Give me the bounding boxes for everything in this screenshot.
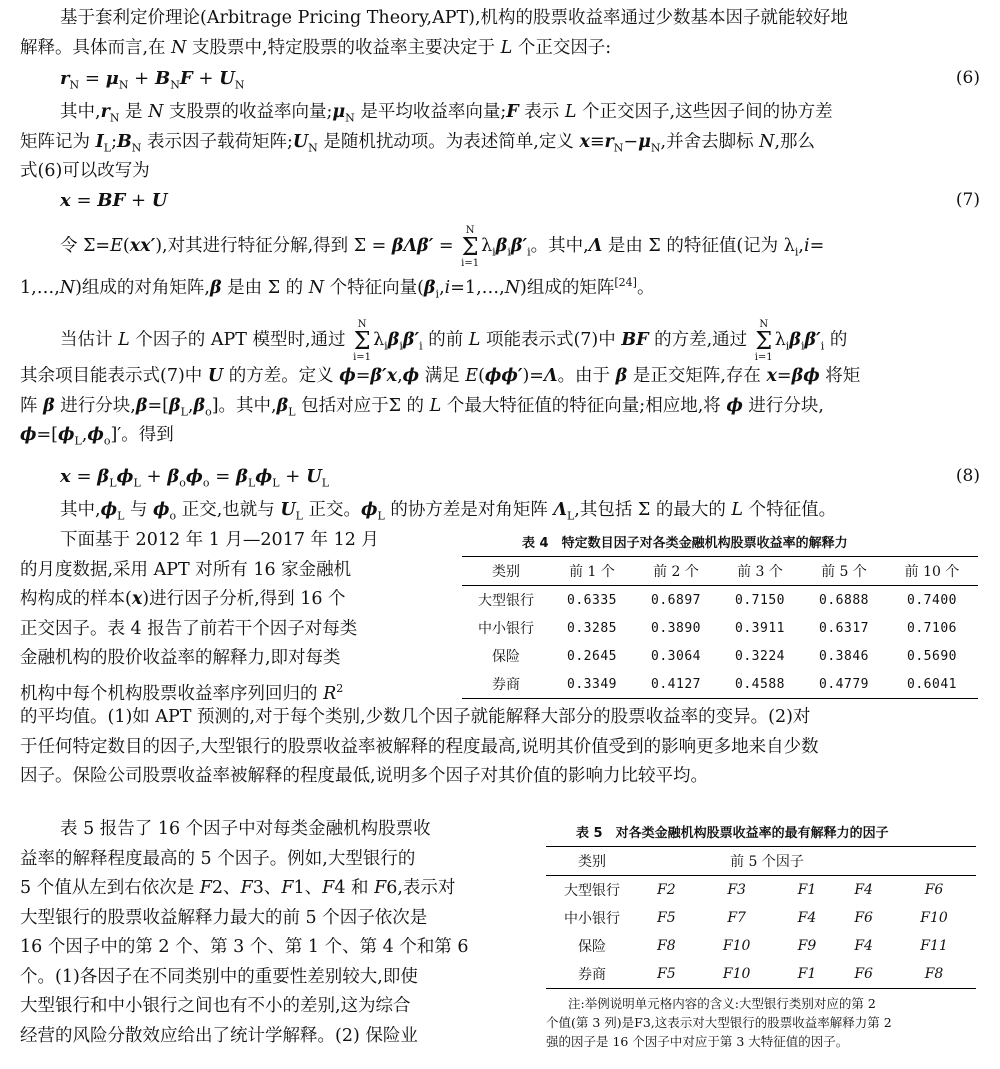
- table-cell: F8: [924, 966, 944, 982]
- text-line: 解释。具体而言,在 N 支股票中,特定股票的收益率主要决定于 L 个正交因子:: [20, 37, 612, 58]
- table-5-note: [546, 994, 982, 1051]
- table-header-row: [462, 557, 978, 586]
- text-line: 大型银行和中小银行之间也有不小的差别,这为综合: [20, 996, 411, 1016]
- paragraph-table5-discussion: [20, 815, 510, 1051]
- table-header-cell: 类别: [578, 854, 606, 870]
- note-line: 注:举例说明单元格内容的含义:大型银行类别对应的第 2: [568, 996, 876, 1011]
- text-line: 益率的解释程度最高的 5 个因子。例如,大型银行的: [20, 848, 416, 869]
- table-header-cell: 前 5 个: [821, 564, 867, 580]
- table-row: [462, 586, 978, 615]
- table-cell: F9: [797, 938, 817, 954]
- text-line: 基于套利定价理论(Arbitrage Pricing Theory,APT),机构的股票收益率通过少数基本因子就能较好地: [60, 8, 849, 28]
- table-5-title: 表 5 对各类金融机构股票收益率的最有解释力的因子: [576, 826, 889, 841]
- table-cell: 0.7150: [735, 592, 785, 608]
- text-line: 16 个因子中的第 2 个、第 3 个、第 1 个、第 4 个和第 6: [20, 937, 469, 957]
- table-cell: F1: [797, 882, 817, 898]
- text-line: 正交因子。表 4 报告了前若干个因子对每类: [20, 618, 358, 639]
- equation-7: x = BF + U: [60, 190, 168, 211]
- table-header-cell: 前 3 个: [737, 564, 783, 580]
- table-cell: F4: [854, 882, 873, 898]
- table-cell: F4: [797, 910, 817, 926]
- table-cell: F7: [727, 910, 746, 926]
- equation-8-number: (8): [955, 466, 980, 486]
- table-cell: 0.3349: [567, 676, 617, 692]
- table-row: [546, 932, 976, 960]
- text-line: 其中$,\phi_L$ 与 $\phi_o$ 正交,也就与 $U_L$ 正交。$\phi_L$ 的协方差是对角矩阵 $\Lambda_L$,其包括 Σ 的最大的 L 个特征值。: [60, 500, 837, 523]
- table-cell: 0.5690: [907, 648, 957, 664]
- table-header-cell: 前 1 个: [569, 564, 615, 580]
- table-row: [462, 642, 978, 670]
- table-cell: F10: [920, 910, 948, 926]
- table-row: [462, 614, 978, 642]
- paragraph-apt-intro: [20, 4, 848, 63]
- table-cell: F6: [854, 966, 873, 982]
- table-cell: 0.3224: [735, 648, 785, 664]
- text-line: 于任何特定数目的因子,大型银行的股票收益率被解释的程度最高,说明其价值受到的影响更多地来自少数: [20, 736, 819, 757]
- table-cell: F3: [727, 882, 746, 898]
- table-cell: F5: [657, 966, 676, 982]
- text-line: 构构成的样本(x)进行因子分析,得到 16 个: [20, 589, 346, 609]
- table-cell: 0.6041: [907, 676, 957, 692]
- paragraph-definitions: [20, 98, 833, 187]
- text-line: 机构中每个机构股票收益率序列回归的 $R^2$: [20, 681, 344, 704]
- equation-6-number: (6): [955, 68, 980, 88]
- text-line: 5 个值从左到右依次是 F2、F3、F1、F4 和 F6,表示对: [20, 878, 456, 898]
- table-cell: 券商: [578, 967, 606, 983]
- table-cell: F8: [657, 938, 676, 954]
- table-cell: 0.6335: [567, 592, 617, 608]
- equation-8: $x = \beta_L\phi_L + \beta_o\phi_o = \beta_L\phi_L + U_L$: [60, 466, 330, 490]
- text-line: 经营的风险分散效应给出了统计学解释。(2) 保险业: [20, 1025, 418, 1046]
- table-4: [462, 556, 978, 699]
- table-cell: 0.6317: [819, 620, 869, 636]
- paragraph-factor-analysis: [20, 526, 440, 703]
- table-cell: F10: [722, 938, 751, 954]
- table-cell: 0.6897: [651, 592, 701, 608]
- equation-7-number: (7): [955, 190, 980, 210]
- table-4-title: 表 4 特定数目因子对各类金融机构股票收益率的解释力: [522, 536, 848, 551]
- table-cell: 0.3064: [651, 648, 701, 664]
- text-line: 阵 β 进行分块$,\beta=[\beta_L,\beta_o]$。其中$,\beta_L$ 包括对应于Σ 的 L 个最大特征值的特征向量;相应地,将 ϕ 进行分块,: [20, 395, 824, 418]
- text-line: 表 5 报告了 16 个因子中对每类金融机构股票收: [60, 819, 431, 839]
- table-cell: F1: [797, 966, 817, 982]
- paragraph-factor-findings: [20, 703, 819, 792]
- paragraph-apt-estimation: [20, 318, 860, 451]
- table-cell: 0.3285: [567, 620, 617, 636]
- table-row: [546, 904, 976, 932]
- table-cell: 大型银行: [564, 883, 620, 899]
- table-header-row: [546, 847, 976, 876]
- table-cell: F4: [854, 938, 873, 954]
- table-cell: 中小银行: [564, 911, 620, 927]
- table-header-cell: 前 2 个: [653, 564, 699, 580]
- paragraph-orthogonal: [20, 496, 836, 526]
- table-cell: 0.3846: [819, 648, 869, 664]
- text-line: 大型银行的股票收益解释力最大的前 5 个因子依次是: [20, 907, 428, 928]
- table-row: [462, 670, 978, 699]
- table-cell: F5: [657, 910, 676, 926]
- text-line: 个。(1)各因子在不同类别中的重要性差别较大,即使: [20, 966, 418, 987]
- text-line: 的月度数据,采用 APT 对所有 16 家金融机: [20, 559, 352, 580]
- table-5: [546, 846, 976, 989]
- text-line: 金融机构的股价收益率的解释力,即对每类: [20, 648, 341, 668]
- table-cell: 保险: [492, 649, 520, 665]
- table-header-cell: 前 5 个因子: [730, 854, 804, 870]
- table-cell: F2: [657, 882, 676, 898]
- paragraph-eigen: [20, 224, 825, 301]
- text-line: 其中$,r_N$ 是 N 支股票的收益率向量$;\mu_N$ 是平均收益率向量;F 表示 L 个正交因子,这些因子间的协方差: [60, 102, 833, 125]
- equation-6: $r_N = \mu_N + B_NF + U_N$: [60, 68, 245, 92]
- text-line: 因子。保险公司股票收益率被解释的程度最低,说明多个因子对其价值的影响力比较平均。: [20, 766, 709, 786]
- table-cell: F11: [920, 938, 948, 954]
- table-cell: 0.3890: [651, 620, 701, 636]
- table-cell: F6: [924, 882, 944, 898]
- table-cell: F10: [722, 966, 751, 982]
- text-line: 的平均值。(1)如 APT 预测的,对于每个类别,少数几个因子就能解释大部分的股票收益率的变异。(2)对: [20, 707, 811, 727]
- table-cell: 0.4588: [735, 676, 785, 692]
- text-line: 1,…,N)组成的对角矩阵,β 是由 Σ 的 N 个特征向量$(\beta_i,i=1,\dots,N)$组成的矩阵[24]。: [20, 276, 655, 301]
- table-cell: 0.3911: [735, 620, 785, 636]
- table-cell: 0.6888: [819, 592, 869, 608]
- table-row: [546, 960, 976, 989]
- table-cell: 中小银行: [478, 621, 534, 637]
- text-line: $\phi=[\phi_L,\phi_o]'$。得到: [20, 425, 174, 448]
- text-line: 下面基于 2012 年 1 月—2017 年 12 月: [60, 530, 379, 550]
- table-cell: 0.2645: [567, 648, 617, 664]
- table-cell: 券商: [492, 677, 520, 693]
- text-line: 当估计 L 个因子的 APT 模型时,通过 N Σ $i=1\lambda_i\beta_i\beta'_i$ 的前 L 项能表示式(7)中 BF 的方差,通过 N Σ $i=1\lambda_i\beta_i\beta'_i$ 的: [60, 318, 848, 363]
- table-header-cell: 前 10 个: [904, 564, 960, 580]
- table-cell: 0.7106: [907, 620, 957, 636]
- text-line: 式(6)可以改写为: [20, 161, 150, 181]
- text-line: 令 Σ=E(xx′),对其进行特征分解,得到 Σ = βΛβ′ = N Σ $i=1\lambda_i\beta_i\beta'_i$。其中,Λ 是由 Σ 的特征值(记为 $\lambda_i,i=$: [60, 224, 825, 269]
- table-cell: 0.7400: [907, 592, 957, 608]
- table-cell: F6: [854, 910, 873, 926]
- table-cell: 0.4127: [651, 676, 701, 692]
- text-line: 矩阵记为 $I_L;B_N$ 表示因子载荷矩阵$;U_N$ 是随机扰动项。为表述简单,定义 $x\equiv r_N-\mu_N$,并舍去脚标 N,那么: [20, 131, 816, 154]
- table-cell: 保险: [578, 939, 606, 955]
- table-cell: 0.4779: [819, 676, 869, 692]
- table-row: [546, 876, 976, 905]
- text-line: 其余项目能表示式(7)中 U 的方差。定义 ϕ=β′x,ϕ 满足 E(ϕϕ′)=Λ。由于 β 是正交矩阵,存在 x=βϕ 将矩: [20, 366, 861, 386]
- note-line: 强的因子是 16 个因子中对应于第 3 大特征值的因子。: [546, 1034, 849, 1049]
- table-cell: 大型银行: [478, 593, 534, 609]
- note-line: 个值(第 3 列)是F3,这表示对大型银行的股票收益率解释力第 2: [546, 1015, 892, 1030]
- table-header-cell: 类别: [492, 564, 520, 580]
